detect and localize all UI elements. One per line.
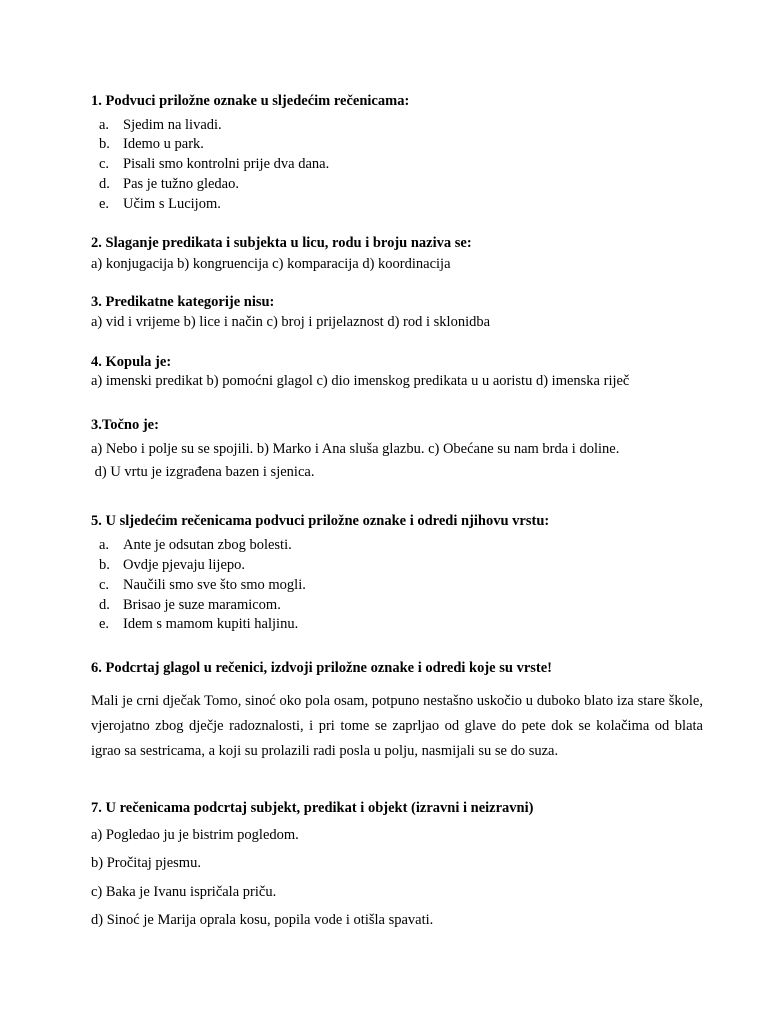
q5-item-c-letter: c. [99, 577, 110, 593]
q1-item-e-letter: e. [99, 196, 110, 212]
q6-paragraph: Mali je crni dječak Tomo, sinoć oko pola osam, potpuno nestašno uskočio u duboko blato iza stare škole, vjerojatno zbog dječje radoznalosti, i pri tome se zaprljao od glave do pete dok se kolačima od blata igrao sa sestricama, a koji su prolazili radi posla u polju, nasmijali su se do suza. [91, 693, 703, 759]
q2-options: a) konjugacija b) kongruencija c) komparacija d) koordinacija [91, 256, 451, 272]
q7-item-b: b) Pročitaj pjesmu. [91, 855, 201, 871]
q5-item-e-letter: e. [99, 616, 110, 632]
q5-item-c-text: Naučili smo sve što smo mogli. [123, 577, 306, 593]
q5-item-e-text: Idem s mamom kupiti haljinu. [123, 616, 299, 632]
q5-item-d-text: Brisao je suze maramicom. [123, 597, 281, 613]
q1-item-c-text: Pisali smo kontrolni prije dva dana. [123, 156, 330, 172]
q1-item-a-letter: a. [99, 117, 110, 133]
q5-item-a-text: Ante je odsutan zbog bolesti. [123, 537, 292, 553]
q1-item-b-letter: b. [99, 136, 110, 152]
q3-options: a) vid i vrijeme b) lice i način c) broj i prijelaznost d) rod i sklonidba [91, 314, 491, 330]
q5-title: 5. U sljedećim rečenicama podvuci priložne oznake i odredi njihovu vrstu: [91, 513, 550, 529]
q4-title: 4. Kopula je: [91, 354, 172, 370]
q1-item-b-text: Idemo u park. [123, 136, 204, 152]
q4-options: a) imenski predikat b) pomoćni glagol c) dio imenskog predikata u u aoristu d) imenska riječ [91, 373, 630, 389]
q3-title: 3. Predikatne kategorije nisu: [91, 294, 275, 310]
q5-item-a-letter: a. [99, 537, 110, 553]
q5-item-b-text: Ovdje pjevaju lijepo. [123, 557, 246, 573]
q3b-title: 3.Točno je: [91, 417, 159, 433]
q7-item-c: c) Baka je Ivanu ispričala priču. [91, 884, 277, 900]
q6-title: 6. Podcrtaj glagol u rečenici, izdvoji priložne oznake i odredi koje su vrste! [91, 660, 552, 676]
q7-item-a: a) Pogledao ju je bistrim pogledom. [91, 827, 299, 843]
q1-item-d-letter: d. [99, 176, 110, 192]
q2-title: 2. Slaganje predikata i subjekta u licu, rodu i broju naziva se: [91, 235, 472, 251]
q1-item-a-text: Sjedim na livadi. [123, 117, 222, 133]
q1-item-d-text: Pas je tužno gledao. [123, 176, 239, 192]
q7-title: 7. U rečenicama podcrtaj subjekt, predikat i objekt (izravni i neizravni) [91, 800, 534, 816]
q3b-line-1: a) Nebo i polje su se spojili. b) Marko i Ana sluša glazbu. c) Obećane su nam brda i doline. [91, 441, 620, 457]
q3b-line-2: d) U vrtu je izgrađena bazen i sjenica. [91, 464, 315, 480]
q7-item-d: d) Sinoć je Marija oprala kosu, popila vode i otišla spavati. [91, 912, 434, 928]
q1-item-c-letter: c. [99, 156, 110, 172]
q5-item-d-letter: d. [99, 597, 110, 613]
q5-item-b-letter: b. [99, 557, 110, 573]
q1-title: 1. Podvuci priložne oznake u sljedećim rečenicama: [91, 93, 410, 109]
q1-item-e-text: Učim s Lucijom. [123, 196, 221, 212]
